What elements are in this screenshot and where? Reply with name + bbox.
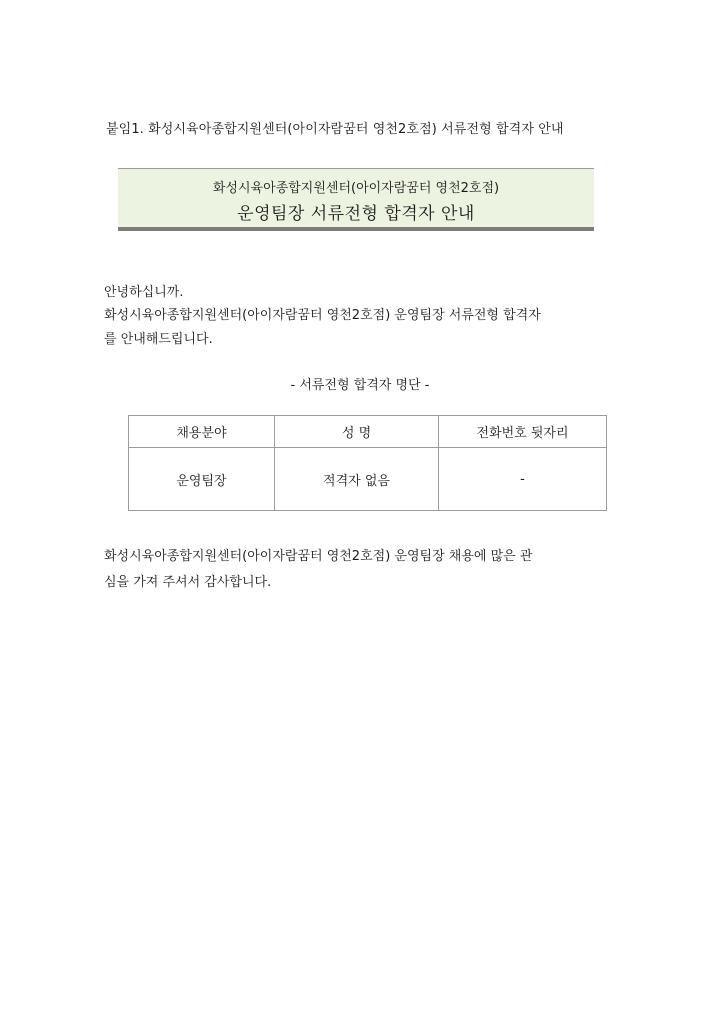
closing-text-line-1: 화성시육아종합지원센터(아이자람꿈터 영천2호점) 운영팀장 채용에 많은 관 [104,549,533,564]
page-title: 운영팀장 서류전형 합격자 안내 [237,204,475,224]
column-header-field: 채용분야 [129,416,275,448]
cell-field: 운영팀장 [129,448,275,511]
cell-phone: - [439,448,607,511]
passer-table [128,415,607,511]
column-header-name: 성 명 [275,416,439,448]
closing-text-line-2: 심을 가져 주셔서 감사합니다. [104,575,272,590]
title-box [118,168,594,231]
intro-text-line-2: 를 안내해드립니다. [104,332,213,347]
list-heading: - 서류전형 합격자 명단 - [290,378,430,393]
table-row [129,448,607,511]
title-subtitle: 화성시육아종합지원센터(아이자람꿈터 영천2호점) [212,181,500,196]
table-header-row [129,416,607,448]
column-header-phone: 전화번호 뒷자리 [439,416,607,448]
intro-text-line-1: 화성시육아종합지원센터(아이자람꿈터 영천2호점) 운영팀장 서류전형 합격자 [104,308,541,323]
greeting-text: 안녕하십니까. [104,285,184,300]
attachment-label: 붙임1. 화성시육아종합지원센터(아이자람꿈터 영천2호점) 서류전형 합격자 안내 [106,122,564,137]
cell-name: 적격자 없음 [275,448,439,511]
